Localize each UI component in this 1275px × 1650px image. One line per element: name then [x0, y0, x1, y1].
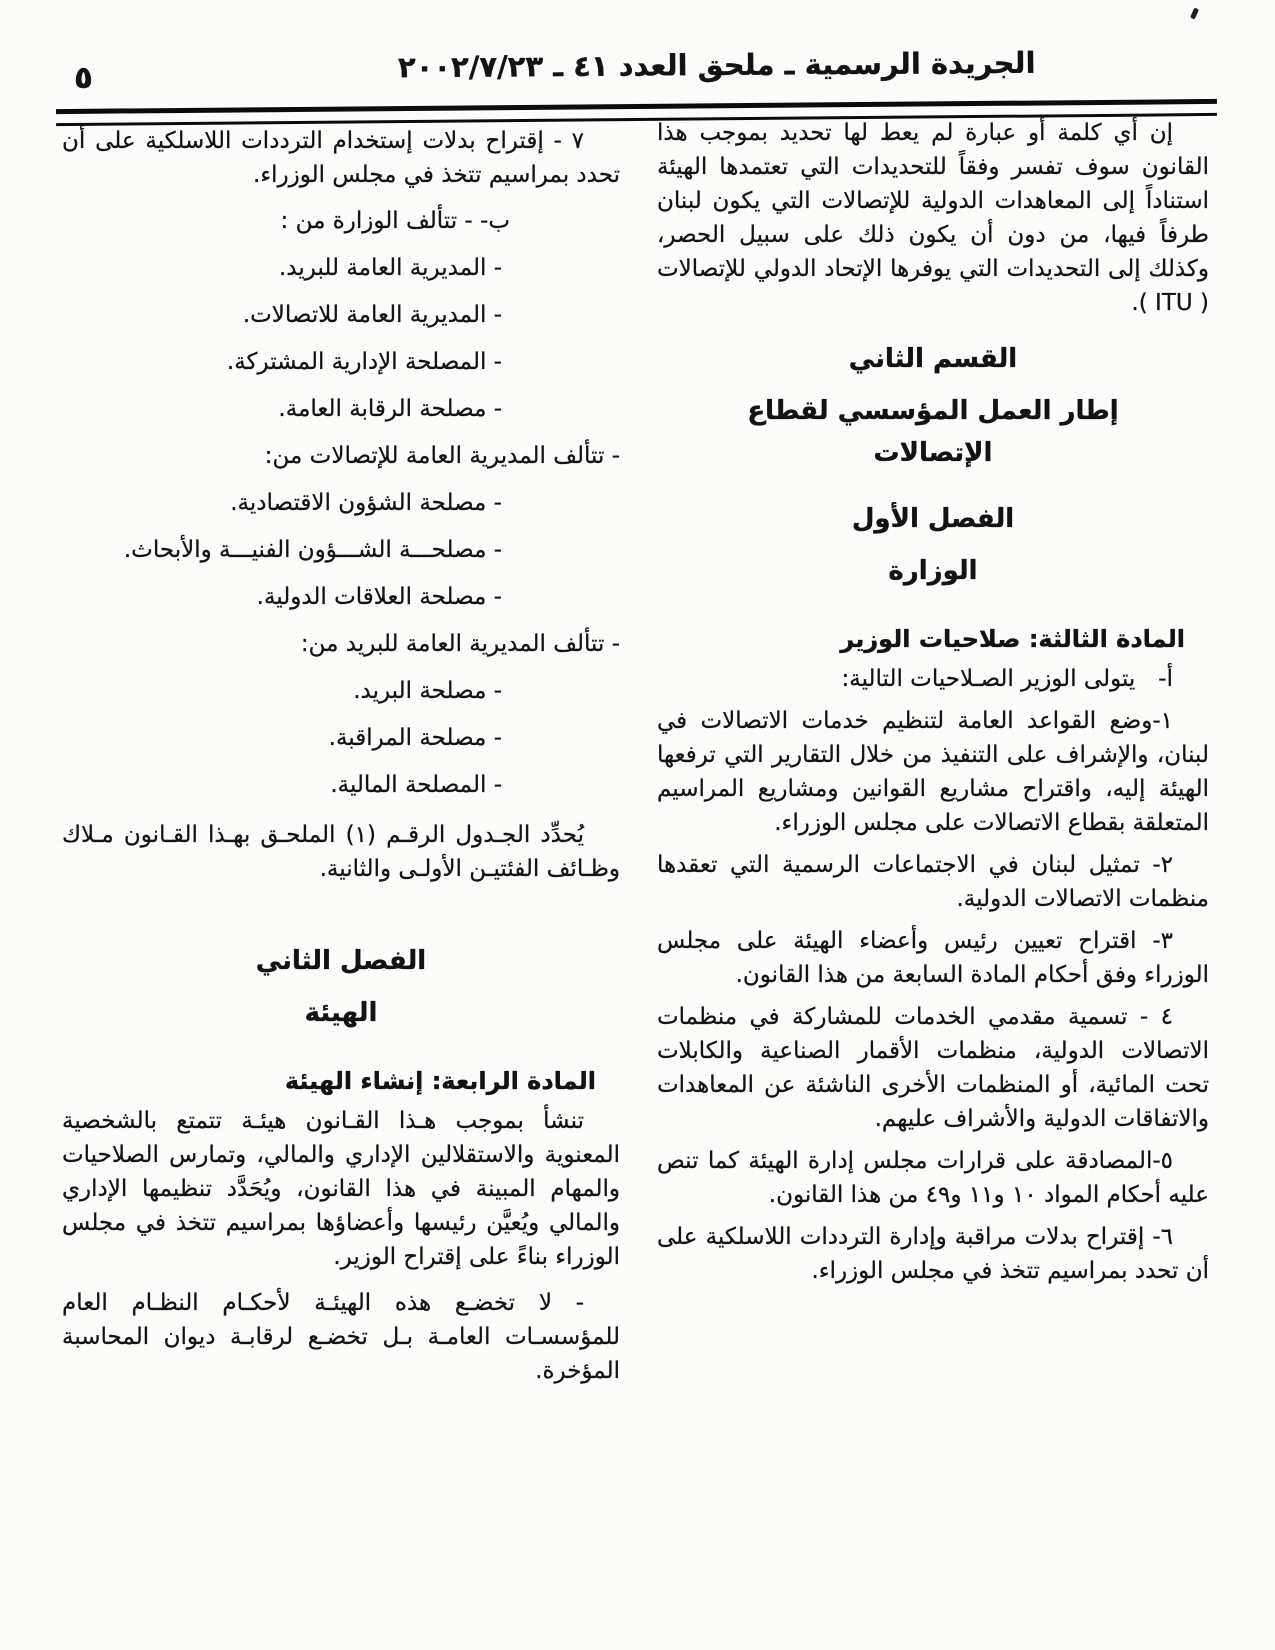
ministry-unit: - المديرية العامة للاتصالات. [242, 302, 502, 328]
telecom-unit: - مصلحـــة الشـــؤون الفنيـــة والأبحاث. [123, 537, 502, 563]
chapter-one-heading: الفصل الأول [851, 504, 1015, 534]
article-three-heading: المادة الثالثة: صلاحيات الوزير [840, 625, 1185, 653]
ministry-unit: - مصلحة الرقابة العامة. [278, 396, 502, 422]
page-number: ٥ [74, 60, 93, 96]
left-column [62, 124, 620, 1400]
section-subheading: إطار العمل المؤسسي لقطاع الإتصالات [747, 396, 1119, 468]
minister-power-item: ٦- إقتراح بدلات مراقبة وإدارة الترددات اللاسلكية على أن تحدد بمراسيم تتخذ في مجلس الوزراء. [657, 1224, 1209, 1284]
article-four-heading: المادة الرابعة: إنشاء الهيئة [284, 1067, 596, 1095]
ministry-unit: - المديرية العامة للبريد. [278, 255, 502, 281]
minister-power-item: ٣- اقتراح تعيين رئيس وأعضاء الهيئة على مجلس الوزراء وفق أحكام المادة السابعة من هذا القانون. [657, 928, 1209, 988]
chapter-one-subheading: الوزارة [888, 556, 978, 586]
scan-artifact [1190, 7, 1199, 19]
article-four-note: - لا تخضـع هذه الهيئـة لأحكـام النظـام العام للمؤسسـات العامـة بـل تخضـع لرقابـة ديوان المحاسبة المؤخرة. [62, 1290, 620, 1384]
minister-power-item: ٤ - تسمية مقدمي الخدمات للمشاركة في منظمات الاتصالات الدولية، منظمات الأقمار الصناعية والكابلات تحت المائية، أو المنظمات الأخرى الناشئة عن المعاهدات والاتفاقات الدولية والأشراف عليهم. [657, 1004, 1209, 1132]
post-unit: - مصلحة المراقبة. [328, 725, 502, 751]
minister-power-item: ٥-المصادقة على قرارات مجلس إدارة الهيئة كما تنص عليه أحكام المواد ١٠ و١١ و٤٩ من هذا القانون. [657, 1148, 1209, 1208]
right-column [657, 116, 1209, 1296]
post-unit: - المصلحة المالية. [330, 772, 502, 798]
section-heading: القسم الثاني [848, 344, 1018, 374]
telecom-unit: - مصلحة الشؤون الاقتصادية. [230, 490, 502, 516]
minister-power-item-7: ٧ - إقتراح بدلات إستخدام الترددات اللاسلكية على أن تحدد بمراسيم تتخذ في مجلس الوزراء. [62, 128, 620, 188]
clause-b: ب- - تتألف الوزارة من : [280, 208, 510, 234]
clause-a: أ- يتولى الوزير الصـلاحيات التالية: [841, 666, 1173, 692]
post-unit: - مصلحة البريد. [353, 678, 502, 704]
telecom-dg-intro: - تتألف المديرية العامة للإتصالات من: [264, 443, 620, 469]
chapter-two-heading: الفصل الثاني [255, 946, 427, 976]
minister-power-item: ١-وضع القواعد العامة لتنظيم خدمات الاتصالات في لبنان، والإشراف على التنفيذ من خلال التقارير التي ترفعها الهيئة إليه، واقتراح مشاريع القوانين ومشاريع المراسيم المتعلقة بقطاع الاتصالات على مجلس الوزراء. [657, 708, 1209, 836]
article-four-body: تنشأ بموجب هـذا القـانون هيئـة تتمتع بالشخصية المعنوية والاستقلالين الإداري والمالي، وتمارس الصلاحيات والمهام المبينة في هذا القانون، ويُحَدَّد تنظيمها الإداري والمالي ويُعيَّن رئيسها وأعضاؤها بمراسيم تتخذ في مجلس الوزراء بناءً على إقتراح الوزير. [62, 1108, 620, 1270]
ministry-unit: - المصلحة الإدارية المشتركة. [226, 349, 502, 375]
telecom-unit: - مصلحة العلاقات الدولية. [256, 584, 502, 610]
minister-power-item: ٢- تمثيل لبنان في الاجتماعات الرسمية التي تعقدها منظمات الاتصالات الدولية. [657, 852, 1209, 912]
post-dg-intro: - تتألف المديرية العامة للبريد من: [300, 631, 620, 657]
chapter-two-subheading: الهيئة [304, 998, 378, 1028]
table-note: يُحدِّد الجـدول الرقـم (١) الملحـق بهـذا القـانون مـلاك وظـائف الفئتيـن الأولـى والثانية. [62, 822, 620, 882]
intro-paragraph: إن أي كلمة أو عبارة لم يعط لها تحديد بموجب هذا القانون سوف تفسر وفقاً للتحديدات التي تعتمدها الهيئة استناداً إلى المعاهدات الدولية للإتصالات التي يكون لبنان طرفاً فيها، من دون أن يكون ذلك على سبيل الحصر، وكذلك إلى التحديدات التي يوفرها الإتحاد الدولي للإتصالات ( ITU ). [657, 120, 1209, 316]
page-header-title: الجريدة الرسمية ـ ملحق العدد ٤١ ـ ٢٠٠٢/٧/٢٣ [397, 45, 1036, 85]
